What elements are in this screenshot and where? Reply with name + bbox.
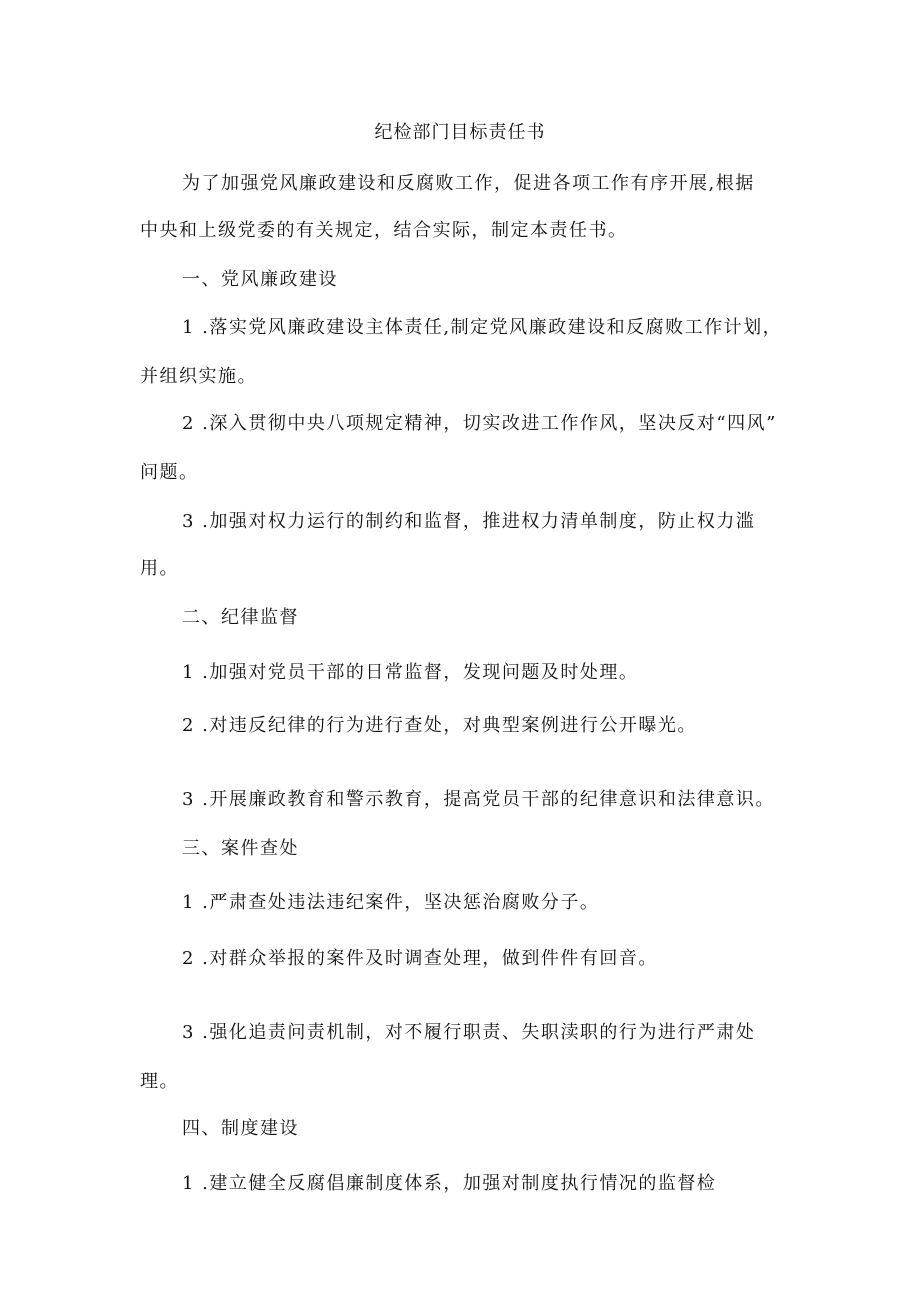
section1-item2-line-1: 2 .深入贯彻中央八项规定精神，切实改进工作作风，坚决反对“四风” — [182, 413, 777, 434]
section2-item3: 3 .开展廉政教育和警示教育，提高党员干部的纪律意识和法律意识。 — [182, 789, 775, 810]
section2-item2: 2 .对违反纪律的行为进行查处，对典型案例进行公开曝光。 — [182, 715, 697, 736]
section2-item1: 1 .加强对党员干部的日常监督，发现问题及时处理。 — [182, 662, 639, 683]
intro-paragraph-line-2: 中央和上级党委的有关规定，结合实际，制定本责任书。 — [140, 220, 628, 241]
intro-paragraph-line-1: 为了加强党风廉政建设和反腐败工作，促进各项工作有序开展,根据 — [182, 173, 755, 194]
section3-item3-line-1: 3 .强化追责问责机制，对不履行职责、失职渎职的行为进行严肃处 — [182, 1022, 756, 1043]
section4-item1: 1 .建立健全反腐倡廉制度体系，加强对制度执行情况的监督检 — [182, 1173, 717, 1194]
section-heading-3: 三、案件查处 — [182, 838, 299, 859]
document-title: 纪检部门目标责任书 — [374, 122, 546, 143]
section-heading-2: 二、纪律监督 — [182, 607, 299, 628]
section1-item1-line-2: 并组织实施。 — [140, 366, 257, 387]
section1-item2-line-2: 问题。 — [140, 462, 199, 483]
section-heading-1: 一、党风廉政建设 — [182, 269, 338, 290]
section1-item3-line-2: 用。 — [140, 558, 179, 579]
section3-item3-line-2: 理。 — [140, 1071, 179, 1092]
section1-item3-line-1: 3 .加强对权力运行的制约和监督，推进权力清单制度，防止权力滥 — [182, 511, 756, 532]
section-heading-4: 四、制度建设 — [182, 1118, 299, 1139]
section3-item1: 1 .严肃查处违法违纪案件，坚决惩治腐败分子。 — [182, 892, 600, 913]
section1-item1-line-1: 1 .落实党风廉政建设主体责任,制定党风廉政建设和反腐败工作计划， — [182, 317, 783, 338]
section3-item2: 2 .对群众举报的案件及时调查处理，做到件件有回音。 — [182, 948, 658, 969]
